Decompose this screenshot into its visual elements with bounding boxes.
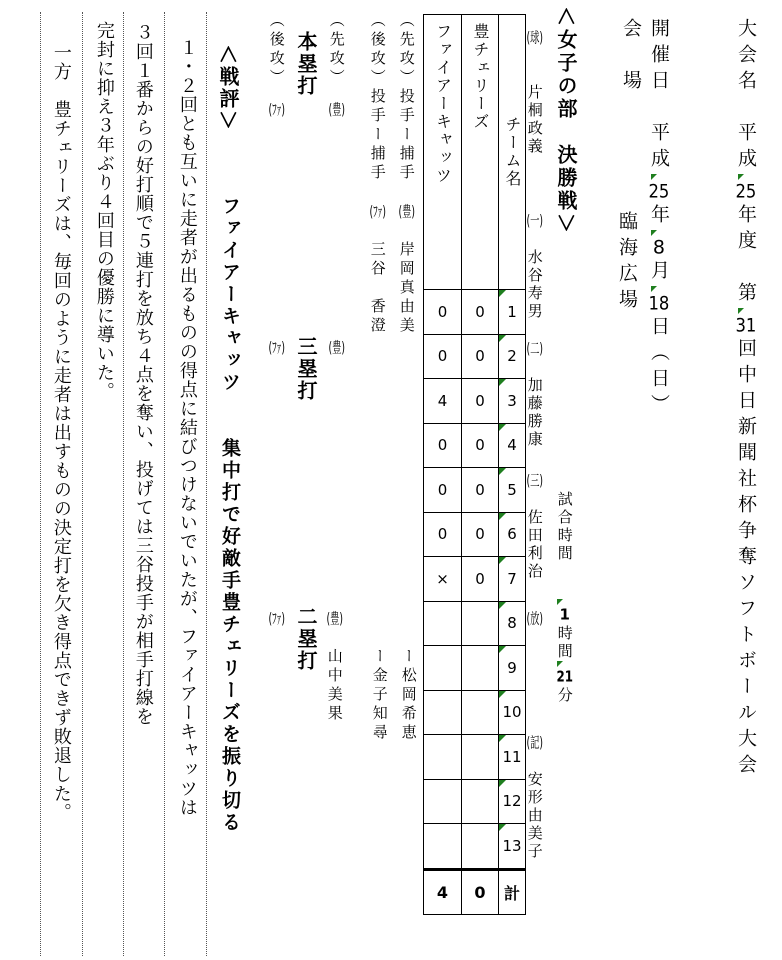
scoreboard-inning-row xyxy=(424,290,526,335)
inline-number: 21 xyxy=(556,669,573,684)
green-corner-marker-icon xyxy=(651,286,657,292)
score-cell-fire: 0 xyxy=(424,468,462,513)
scoreboard-rows xyxy=(424,290,526,869)
official-third-base: (三) 佐田利治 xyxy=(525,473,544,581)
dotted-separator xyxy=(123,12,124,956)
scoreboard-header-row xyxy=(424,15,526,290)
scoreboard-table xyxy=(423,14,526,915)
battery-second-team: （後攻）投手ー捕手 (ﾌｧ) 三谷 香澄 xyxy=(368,12,387,336)
score-cell-fire xyxy=(424,780,462,825)
inline-number: 25 xyxy=(735,182,757,201)
score-cell-fire: 0 xyxy=(424,424,462,469)
inline-number: 31 xyxy=(735,316,757,335)
review-headline: ファイアーキャッツ 集中打で好敵手豊チェリーズを振り切る xyxy=(218,196,241,834)
homerun-first-team: （先攻） (豊) xyxy=(327,12,346,117)
inning-number-cell: 9 xyxy=(499,646,526,691)
score-cell-toyo xyxy=(462,602,499,647)
score-cell-fire: 0 xyxy=(424,513,462,558)
scoreboard-inning-row xyxy=(424,513,526,558)
venue-label: 会 場 xyxy=(619,18,642,96)
inline-paren-unit: (三) xyxy=(526,473,543,488)
score-cell-toyo: 0 xyxy=(462,557,499,602)
scoreboard-inning-row xyxy=(424,691,526,736)
inning-number-cell: 8 xyxy=(499,602,526,647)
battery-second-team-catcher: ー金子知尋 xyxy=(370,648,389,743)
inline-paren-unit: (記) xyxy=(526,735,543,750)
green-corner-marker-icon xyxy=(738,174,744,180)
inning-number-cell: 1 xyxy=(499,290,526,335)
scoreboard-inning-row xyxy=(424,646,526,691)
inline-number: 25 xyxy=(648,182,670,201)
scoreboard-total-row xyxy=(424,869,526,915)
green-corner-marker-icon xyxy=(738,308,744,314)
triple-label: 三塁打 xyxy=(294,336,318,402)
dotted-separator xyxy=(164,12,165,956)
score-cell-toyo xyxy=(462,824,499,869)
score-cell-fire xyxy=(424,735,462,780)
team-name-fire-cats: ファイアーキャッツ xyxy=(433,23,453,185)
homerun-label: 本塁打 xyxy=(294,31,318,97)
scoreboard-inning-row xyxy=(424,424,526,469)
score-cell-fire: 4 xyxy=(424,379,462,424)
green-corner-marker-icon xyxy=(651,174,657,180)
dotted-separator xyxy=(206,12,207,956)
inning-number-cell: 11 xyxy=(499,735,526,780)
inning-number-cell: 7 xyxy=(499,557,526,602)
team-name-toyo-cherries: 豊チェリーズ xyxy=(471,23,490,131)
game-time: 試合時間 1時間21分 xyxy=(555,491,574,705)
double-first-team: (豊) 山中美果 xyxy=(325,611,344,724)
green-corner-marker-icon xyxy=(651,230,657,236)
event-date: 開催日 平成25年8月18日（日） xyxy=(647,18,670,420)
score-cell-fire xyxy=(424,602,462,647)
dotted-separator xyxy=(40,12,41,956)
score-cell-toyo: 0 xyxy=(462,290,499,335)
inline-paren-unit: (一) xyxy=(526,213,543,228)
score-cell-toyo xyxy=(462,780,499,825)
homerun-second-team: （後攻） (ﾌｧ) xyxy=(267,12,286,117)
official-second-base: (二) 加藤勝康 xyxy=(525,341,544,449)
inning-number-cell: 10 xyxy=(499,691,526,736)
score-cell-fire xyxy=(424,824,462,869)
score-cell-toyo xyxy=(462,646,499,691)
scoreboard-inning-row xyxy=(424,780,526,825)
triple-second-team xyxy=(268,338,284,358)
score-cell-toyo: 0 xyxy=(462,468,499,513)
double-second-team xyxy=(268,609,284,629)
triple-first-team xyxy=(328,338,344,358)
double-label: 二塁打 xyxy=(294,606,318,672)
scoreboard-inning-row xyxy=(424,824,526,869)
inning-number-cell: 2 xyxy=(499,335,526,380)
inline-paren-unit: (豊) xyxy=(328,340,345,355)
section-title: ＜女子の部 決勝戦＞ xyxy=(554,6,578,236)
scoreboard-inning-row xyxy=(424,735,526,780)
battery-first-team: （先攻）投手ー捕手 (豊) 岸岡真由美 xyxy=(397,12,416,336)
inline-paren-unit: (放) xyxy=(526,611,543,626)
score-cell-fire: 0 xyxy=(424,290,462,335)
review-paragraph-2: ３回１番からの好打順で５連打を放ち４点を奪い、投げては三谷投手が相手打線を xyxy=(132,23,154,726)
inline-paren-unit: (豊) xyxy=(328,101,345,117)
review-paragraph-4: 一方 豊チェリーズは、毎回のように走者は出すものの決定打を欠き得点できず敗退した。 xyxy=(50,43,72,822)
inline-number: 1 xyxy=(559,607,570,622)
scoreboard-inning-row xyxy=(424,557,526,602)
total-score-toyo: 0 xyxy=(462,869,499,915)
official-announcer xyxy=(526,609,542,629)
inline-paren-unit: (豊) xyxy=(398,204,415,219)
review-header: ＜戦評＞ xyxy=(216,44,240,132)
inning-number-cell: 6 xyxy=(499,513,526,558)
official-first-base: (一) 水谷寿男 xyxy=(525,213,544,321)
inning-number-cell: 4 xyxy=(499,424,526,469)
dotted-separator xyxy=(82,12,83,956)
scoreboard-inning-row xyxy=(424,335,526,380)
score-cell-fire: × xyxy=(424,557,462,602)
inline-paren-unit: (ﾌｧ) xyxy=(369,204,386,219)
score-cell-toyo: 0 xyxy=(462,379,499,424)
inline-number: 18 xyxy=(648,294,670,313)
scoreboard-inning-row xyxy=(424,468,526,513)
score-cell-toyo xyxy=(462,691,499,736)
inline-paren-unit: (ﾌｧ) xyxy=(268,101,285,117)
inning-number-cell: 13 xyxy=(499,824,526,869)
inline-paren-unit: (ﾌｧ) xyxy=(268,611,285,626)
review-paragraph-3: 完封に抑え３年ぶり４回目の優勝に導いた。 xyxy=(93,21,115,401)
score-cell-toyo: 0 xyxy=(462,513,499,558)
team-header-fire-cats xyxy=(424,15,462,290)
total-label-cell: 計 xyxy=(499,869,526,915)
inline-paren-unit: (ﾌｧ) xyxy=(268,340,285,355)
inning-number-cell: 3 xyxy=(499,379,526,424)
score-cell-toyo: 0 xyxy=(462,424,499,469)
inning-number-cell: 5 xyxy=(499,468,526,513)
inning-number-cell: 12 xyxy=(499,780,526,825)
score-cell-fire xyxy=(424,646,462,691)
inline-number: 8 xyxy=(652,238,665,257)
score-cell-toyo xyxy=(462,735,499,780)
score-cell-fire xyxy=(424,691,462,736)
score-cell-fire: 0 xyxy=(424,335,462,380)
team-name-column-header: チーム名 xyxy=(499,15,526,290)
scoreboard-inning-row xyxy=(424,379,526,424)
venue-name: 臨海広場 xyxy=(615,211,638,315)
inline-paren-unit: (球) xyxy=(526,30,543,45)
battery-first-team-catcher: ー松岡希恵 xyxy=(399,648,418,743)
tournament-title: 大会名 平成25年度 第31回中日新聞社杯争奪ソフトボール大会 xyxy=(734,18,757,780)
official-plate-umpire: (球) 片桐政義 xyxy=(525,30,544,156)
inline-paren-unit: (二) xyxy=(526,341,543,356)
team-header-toyo-cherries xyxy=(462,15,499,290)
green-corner-marker-icon xyxy=(557,599,563,605)
official-scorer: (記) 安形由美子 xyxy=(525,735,544,861)
inline-paren-unit: (豊) xyxy=(326,611,343,626)
review-paragraph-1: １・２回とも互いに走者が出るものの得点に結びつけないでいたが、ファイアーキャッツは xyxy=(176,38,198,817)
scoreboard-inning-row xyxy=(424,602,526,647)
green-corner-marker-icon xyxy=(557,661,563,667)
score-cell-toyo: 0 xyxy=(462,335,499,380)
total-score-fire: 4 xyxy=(424,869,462,915)
